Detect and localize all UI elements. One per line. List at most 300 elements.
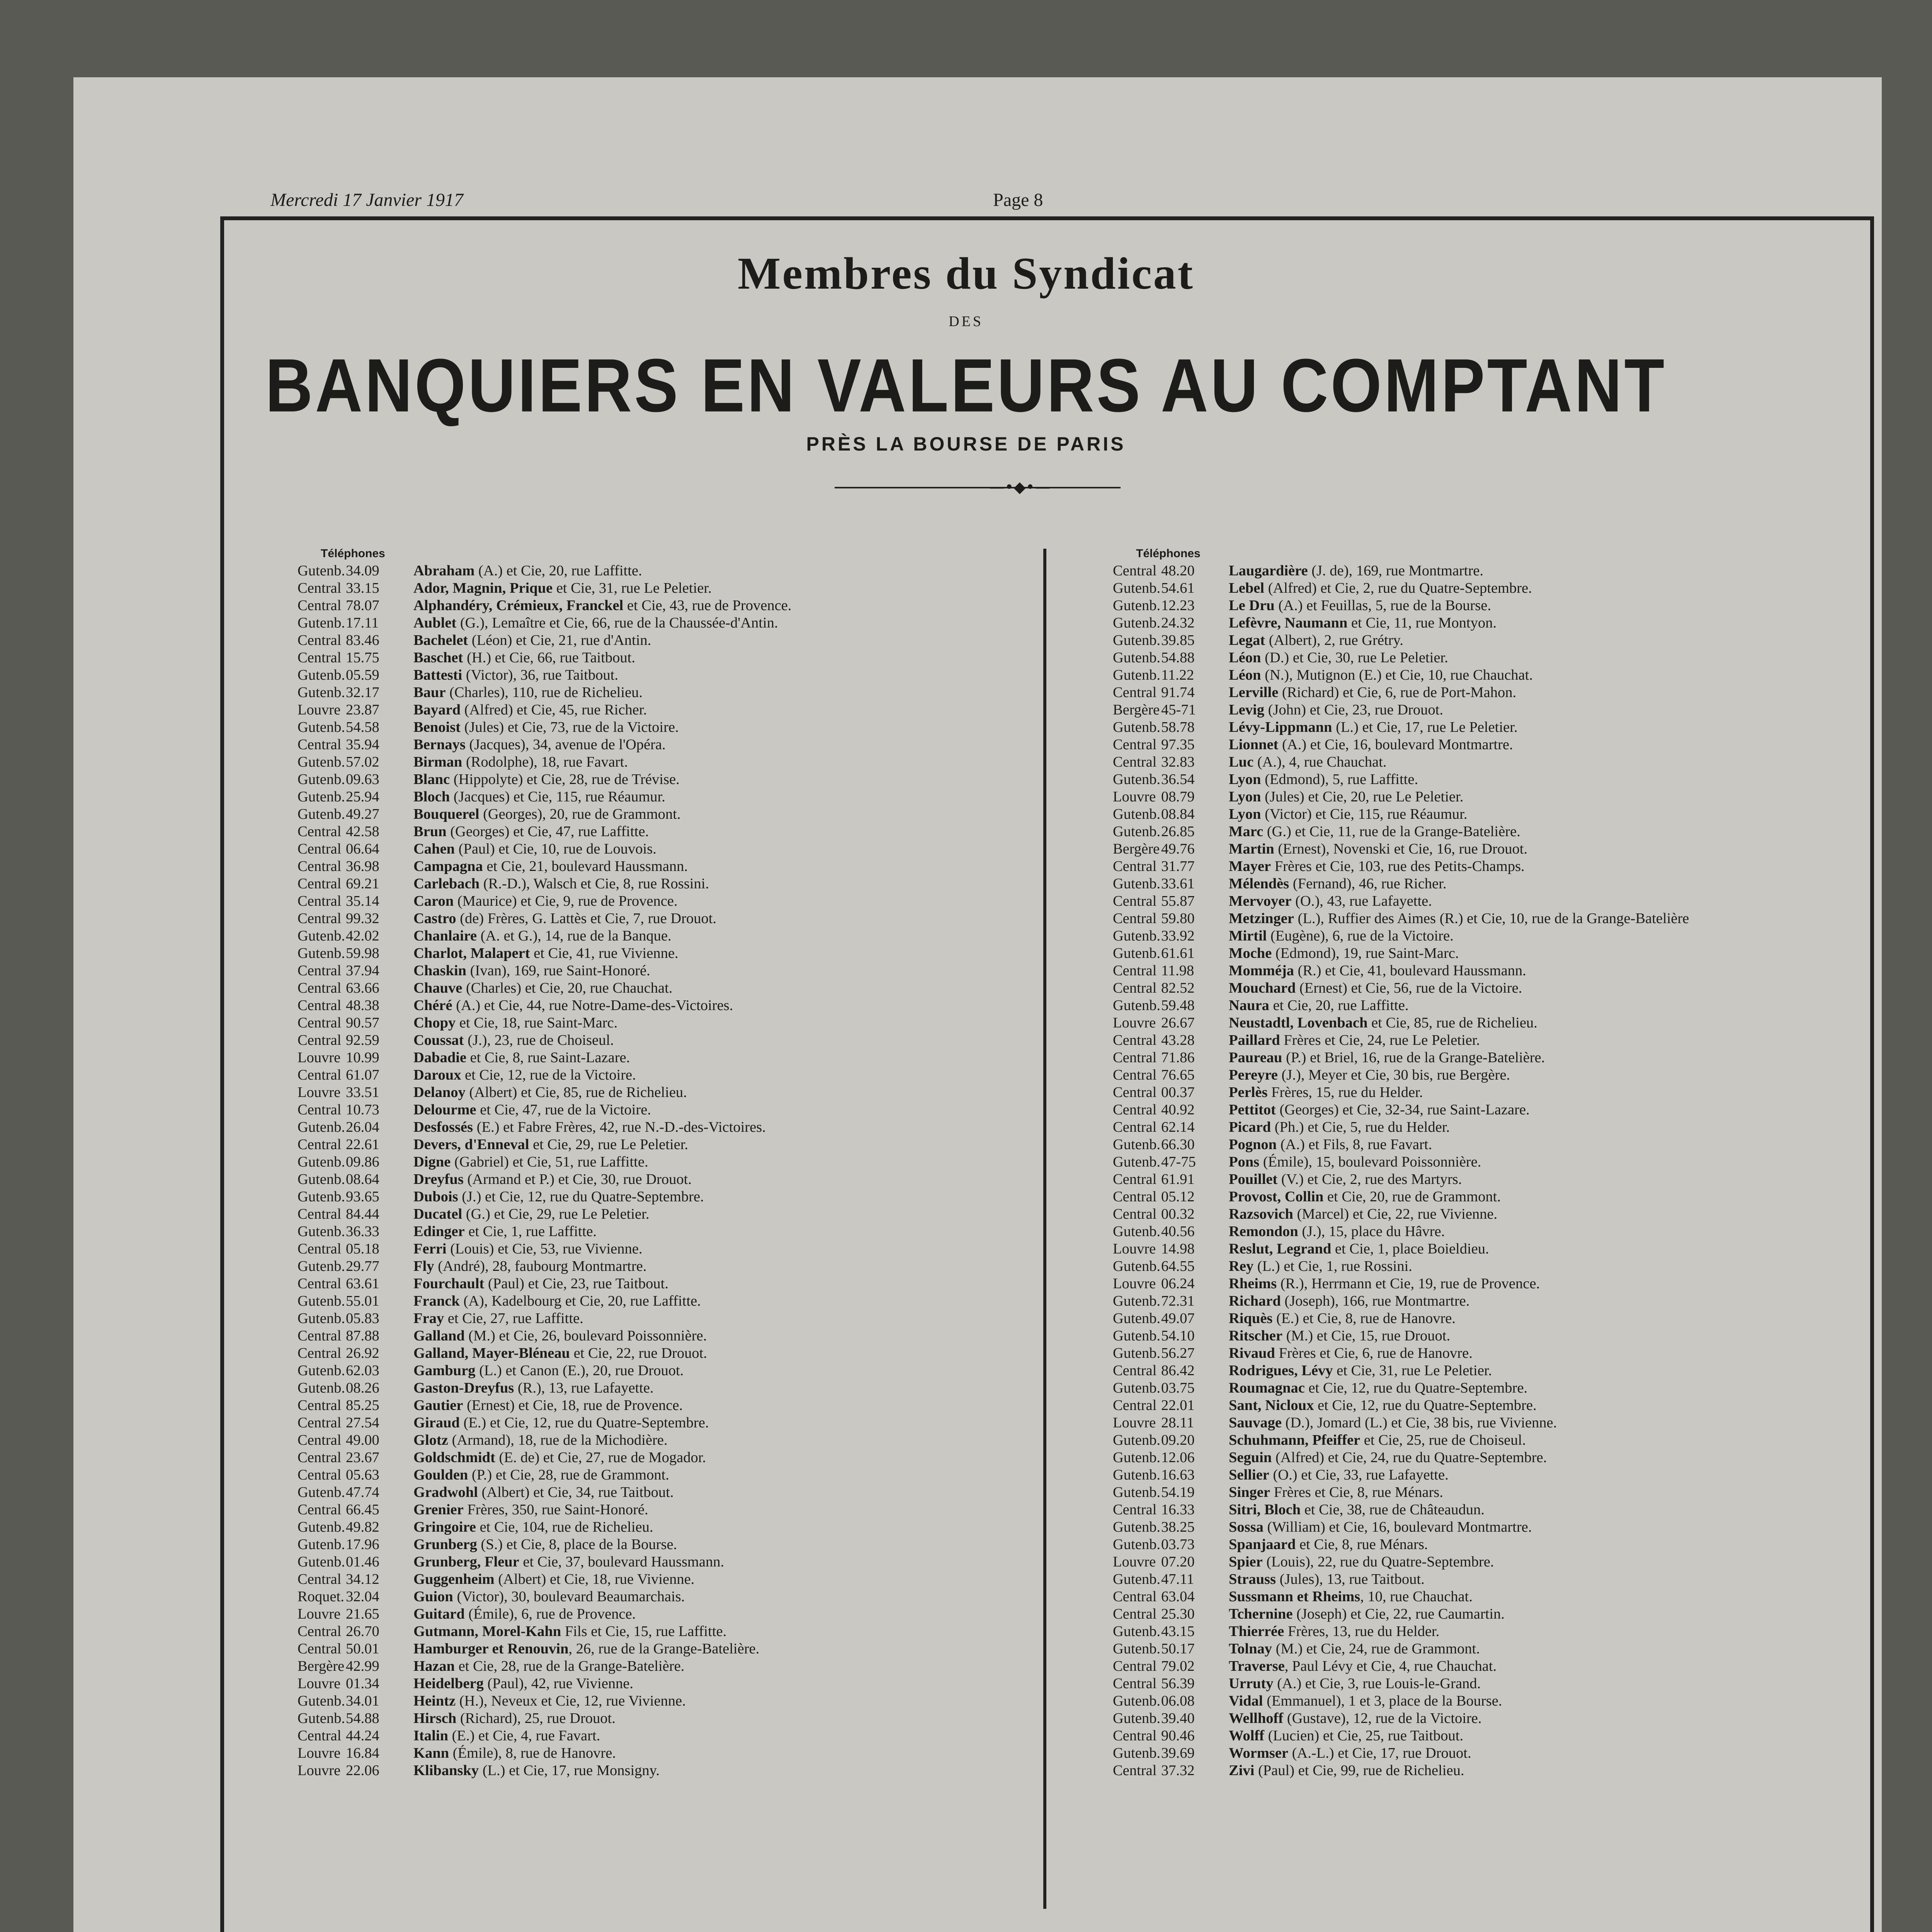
member-address: (André), 28, faubourg Montmartre. — [434, 1258, 647, 1274]
member-exchange: Central — [1113, 736, 1157, 753]
member-address: Frères et Cie, 8, rue Ménars. — [1270, 1484, 1443, 1500]
member-row — [298, 1240, 1012, 1258]
member-exchange: Central — [1113, 910, 1157, 927]
column-header: Téléphones — [321, 547, 385, 560]
member-phone: 62.03 — [346, 1362, 379, 1379]
member-phone: 54.19 — [1161, 1484, 1195, 1500]
member-phone: 47.11 — [1161, 1571, 1194, 1587]
member-row — [298, 1101, 1012, 1119]
member-phone: 40.92 — [1161, 1102, 1195, 1118]
member-name: Tchernine — [1229, 1606, 1293, 1622]
member-exchange: Central — [298, 823, 342, 840]
member-exchange: Gutenb. — [1113, 1136, 1160, 1153]
member-phone: 56.39 — [1161, 1675, 1195, 1692]
member-row — [1113, 771, 1828, 788]
member-phone: 32.83 — [1161, 754, 1195, 770]
member-address: (Émile), 15, boulevard Poissonnière. — [1259, 1154, 1481, 1170]
member-row — [298, 945, 1012, 962]
member-phone: 91.74 — [1161, 684, 1195, 701]
member-address: (E.) et Cie, 12, rue du Quatre-Septembre. — [459, 1415, 709, 1431]
member-exchange: Central — [1113, 684, 1157, 701]
member-name: Giraud — [413, 1415, 460, 1431]
member-name: Fourchault — [413, 1276, 485, 1292]
member-phone: 48.20 — [1161, 563, 1195, 579]
member-exchange: Gutenb. — [298, 667, 345, 683]
member-exchange: Central — [298, 1432, 342, 1448]
member-exchange: Gutenb. — [298, 1536, 345, 1553]
member-row — [298, 1066, 1012, 1084]
member-address: (S.) et Cie, 8, place de la Bourse. — [477, 1536, 677, 1553]
member-address: (Louis), 22, rue du Quatre-Septembre. — [1262, 1554, 1494, 1570]
member-address: (Charles), 110, rue de Richelieu. — [446, 684, 643, 701]
member-row — [1113, 1501, 1828, 1519]
member-exchange: Gutenb. — [1113, 945, 1160, 961]
member-row — [298, 1605, 1012, 1623]
member-exchange: Central — [298, 597, 342, 614]
member-phone: 26.04 — [346, 1119, 379, 1135]
member-name: Desfossés — [413, 1119, 473, 1135]
member-phone: 34.01 — [346, 1693, 379, 1709]
member-name: Grenier — [413, 1502, 464, 1518]
member-row — [1113, 997, 1828, 1014]
member-row — [1113, 1536, 1828, 1553]
member-name: Sauvage — [1229, 1415, 1282, 1431]
member-name: Gautier — [413, 1397, 463, 1413]
member-phone: 54.88 — [1161, 650, 1195, 666]
member-phone: 17.96 — [346, 1536, 379, 1553]
member-exchange: Gutenb. — [1113, 1223, 1160, 1240]
member-exchange: Central — [298, 980, 342, 996]
member-address: (Ernest) et Cie, 56, rue de la Victoire. — [1296, 980, 1522, 996]
member-phone: 22.61 — [346, 1136, 379, 1153]
member-phone: 34.12 — [346, 1571, 379, 1587]
member-address: (R.) et Cie, 41, boulevard Haussmann. — [1294, 963, 1526, 979]
member-phone: 33.92 — [1161, 928, 1195, 944]
member-exchange: Central — [298, 1015, 342, 1031]
member-name: Delanoy — [413, 1084, 466, 1100]
member-row — [1113, 753, 1828, 771]
member-exchange: Gutenb. — [1113, 719, 1160, 735]
member-exchange: Central — [1113, 563, 1157, 579]
member-row — [1113, 614, 1828, 632]
member-address: Fils et Cie, 15, rue Laffitte. — [561, 1623, 727, 1639]
member-exchange: Gutenb. — [1113, 1571, 1160, 1587]
member-phone: 05.12 — [1161, 1189, 1195, 1205]
member-address: et Cie, 43, rue de Provence. — [623, 597, 792, 614]
member-name: Mouchard — [1229, 980, 1296, 996]
member-exchange: Central — [1113, 980, 1157, 996]
member-row — [298, 1014, 1012, 1032]
member-exchange: Louvre — [298, 1084, 341, 1100]
member-phone: 72.31 — [1161, 1293, 1195, 1309]
member-address: (J.), Meyer et Cie, 30 bis, rue Bergère. — [1277, 1067, 1510, 1083]
member-name: Lyon — [1229, 771, 1261, 787]
member-exchange: Gutenb. — [1113, 650, 1160, 666]
member-name: Lebel — [1229, 580, 1264, 596]
member-address: (Jules) et Cie, 20, rue Le Peletier. — [1261, 789, 1464, 805]
member-exchange: Gutenb. — [298, 1171, 345, 1187]
member-phone: 54.10 — [1161, 1328, 1195, 1344]
member-exchange: Central — [1113, 893, 1157, 909]
member-row — [1113, 580, 1828, 597]
member-exchange: Central — [298, 876, 342, 892]
member-row — [298, 980, 1012, 997]
member-name: Baschet — [413, 650, 463, 666]
member-phone: 56.27 — [1161, 1345, 1195, 1361]
title-ornament: —•◆•— — [989, 478, 1050, 496]
member-address: (A.) et Feuillas, 5, rue de la Bourse. — [1274, 597, 1491, 614]
member-address: (J.), 23, rue de Choiseul. — [464, 1032, 614, 1048]
member-address: (Victor) et Cie, 115, rue Réaumur. — [1261, 806, 1468, 822]
member-name: Guion — [413, 1588, 453, 1605]
member-row — [1113, 1727, 1828, 1745]
member-row — [1113, 1605, 1828, 1623]
member-name: Rheims — [1229, 1276, 1277, 1292]
member-exchange: Gutenb. — [1113, 1154, 1160, 1170]
member-phone: 87.88 — [346, 1328, 379, 1344]
member-row — [1113, 1084, 1828, 1101]
member-address: (A.) et Cie, 3, rue Louis-le-Grand. — [1273, 1675, 1481, 1692]
member-name: Provost, Collin — [1229, 1189, 1324, 1205]
member-address: (Albert), 2, rue Grétry. — [1265, 632, 1403, 648]
member-name: Ducatel — [413, 1206, 463, 1222]
member-row — [1113, 875, 1828, 893]
member-name: Legat — [1229, 632, 1265, 648]
member-address: (Émile), 8, rue de Hanovre. — [449, 1745, 616, 1761]
member-address: et Cie, 25, rue de Choiseul. — [1360, 1432, 1526, 1448]
member-phone: 61.07 — [346, 1067, 379, 1083]
title-rule — [835, 487, 1121, 488]
member-name: Guggenheim — [413, 1571, 495, 1587]
member-address: (Albert) et Cie, 34, rue Taitbout. — [478, 1484, 674, 1500]
member-address: (Gustave), 12, rue de la Victoire. — [1283, 1710, 1482, 1726]
member-exchange: Gutenb. — [298, 1484, 345, 1500]
member-address: (A.-L.) et Cie, 17, rue Drouot. — [1288, 1745, 1471, 1761]
member-exchange: Central — [1113, 1067, 1157, 1083]
member-exchange: Central — [1113, 1189, 1157, 1205]
member-phone: 63.61 — [346, 1276, 379, 1292]
member-name: Chaskin — [413, 963, 466, 979]
member-address: (Paul) et Cie, 99, rue de Richelieu. — [1254, 1762, 1464, 1779]
member-row — [298, 1188, 1012, 1206]
member-name: Wellhoff — [1229, 1710, 1284, 1726]
member-address: (L.) et Cie, 17, rue Le Peletier. — [1332, 719, 1518, 735]
member-row — [298, 1275, 1012, 1293]
member-name: Traverse — [1229, 1658, 1285, 1674]
member-address: et Cie, 31, rue Le Peletier. — [1333, 1362, 1492, 1379]
member-row — [1113, 910, 1828, 927]
member-phone: 50.17 — [1161, 1641, 1195, 1657]
member-name: Gutmann, Morel-Kahn — [413, 1623, 561, 1639]
member-phone: 33.61 — [1161, 876, 1195, 892]
member-address: (R.-D.), Walsch et Cie, 8, rue Rossini. — [480, 876, 709, 892]
member-address: (N.), Mutignon (E.) et Cie, 10, rue Chauchat. — [1261, 667, 1533, 683]
page-header — [201, 185, 1824, 216]
member-address: (Jacques), 34, avenue de l'Opéra. — [465, 736, 666, 753]
member-phone: 26.67 — [1161, 1015, 1195, 1031]
member-exchange: Central — [1113, 1084, 1157, 1100]
member-row — [298, 1327, 1012, 1345]
member-phone: 00.37 — [1161, 1084, 1195, 1100]
member-address: (John) et Cie, 23, rue Drouot. — [1264, 702, 1443, 718]
member-exchange: Gutenb. — [1113, 615, 1160, 631]
member-phone: 43.15 — [1161, 1623, 1195, 1639]
member-address: (M.) et Cie, 26, boulevard Poissonnière. — [464, 1328, 707, 1344]
member-row — [298, 1084, 1012, 1101]
member-exchange: Gutenb. — [1113, 632, 1160, 648]
member-address: (A. et G.), 14, rue de la Banque. — [477, 928, 672, 944]
member-address: et Cie, 29, rue Le Peletier. — [529, 1136, 689, 1153]
member-row — [1113, 1692, 1828, 1710]
member-name: Grunberg — [413, 1536, 477, 1553]
member-phone: 06.24 — [1161, 1276, 1195, 1292]
member-name: Bayard — [413, 702, 461, 718]
member-exchange: Central — [298, 858, 342, 874]
member-row — [1113, 1066, 1828, 1084]
member-name: Castro — [413, 910, 456, 927]
member-row — [298, 1258, 1012, 1275]
member-exchange: Gutenb. — [1113, 876, 1160, 892]
member-name: Glotz — [413, 1432, 448, 1448]
member-phone: 15.75 — [346, 650, 379, 666]
member-row — [1113, 1293, 1828, 1310]
member-exchange: Gutenb. — [298, 1380, 345, 1396]
member-row — [298, 962, 1012, 980]
member-phone: 86.42 — [1161, 1362, 1195, 1379]
member-exchange: Central — [1113, 1119, 1157, 1135]
member-name: Lefèvre, Naumann — [1229, 615, 1348, 631]
member-row — [298, 1623, 1012, 1640]
member-phone: 21.65 — [346, 1606, 379, 1622]
member-address: et Cie, 38, rue de Châteaudun. — [1301, 1502, 1485, 1518]
member-phone: 39.40 — [1161, 1710, 1195, 1726]
member-address: (Joseph) et Cie, 22, rue Caumartin. — [1293, 1606, 1505, 1622]
member-phone: 11.22 — [1161, 667, 1194, 683]
member-name: Bouquerel — [413, 806, 480, 822]
member-name: Sellier — [1229, 1467, 1269, 1483]
member-name: Bloch — [413, 789, 450, 805]
member-exchange: Gutenb. — [298, 719, 345, 735]
member-exchange: Central — [1113, 1032, 1157, 1048]
member-address: et Cie, 12, rue du Quatre-Septembre. — [1304, 1380, 1528, 1396]
member-phone: 36.54 — [1161, 771, 1195, 787]
member-phone: 33.15 — [346, 580, 379, 596]
member-address: (Ph.) et Cie, 5, rue du Helder. — [1271, 1119, 1450, 1135]
member-address: et Cie, 47, rue de la Victoire. — [476, 1102, 651, 1118]
member-exchange: Gutenb. — [298, 563, 345, 579]
member-address: (Lucien) et Cie, 25, rue Taitbout. — [1264, 1728, 1464, 1744]
member-phone: 12.23 — [1161, 597, 1195, 614]
member-name: Razsovich — [1229, 1206, 1293, 1222]
member-row — [1113, 1432, 1828, 1449]
member-row — [1113, 632, 1828, 649]
member-address: , 10, rue Chauchat. — [1360, 1588, 1473, 1605]
member-phone: 29.77 — [346, 1258, 379, 1274]
member-address: (A), Kadelbourg et Cie, 20, rue Laffitte. — [459, 1293, 701, 1309]
member-name: Dreyfus — [413, 1171, 464, 1187]
member-exchange: Central — [298, 1241, 342, 1257]
member-address: (M.) et Cie, 24, rue de Grammont. — [1272, 1641, 1480, 1657]
member-exchange: Gutenb. — [298, 754, 345, 770]
member-name: Blanc — [413, 771, 450, 787]
member-phone: 05.59 — [346, 667, 379, 683]
member-address: , 26, rue de la Grange-Batelière. — [568, 1641, 760, 1657]
member-name: Sant, Nicloux — [1229, 1397, 1314, 1413]
member-address: (Richard), 25, rue Drouot. — [456, 1710, 616, 1726]
member-name: Italin — [413, 1728, 448, 1744]
member-phone: 63.04 — [1161, 1588, 1195, 1605]
member-phone: 97.35 — [1161, 736, 1195, 753]
member-exchange: Central — [298, 580, 342, 596]
member-row — [1113, 1414, 1828, 1432]
member-phone: 34.09 — [346, 563, 379, 579]
member-row — [1113, 684, 1828, 701]
member-name: Léon — [1229, 667, 1261, 683]
member-address: (L.) et Cie, 17, rue Monsigny. — [479, 1762, 660, 1779]
member-phone: 22.06 — [346, 1762, 379, 1779]
member-address: (A.) et Cie, 20, rue Laffitte. — [474, 563, 642, 579]
page-number: Page 8 — [993, 190, 1043, 210]
member-address: (D.) et Cie, 30, rue Le Peletier. — [1261, 650, 1448, 666]
member-row — [298, 1519, 1012, 1536]
member-address: (Fernand), 46, rue Richer. — [1289, 876, 1447, 892]
member-address: (M.) et Cie, 15, rue Drouot. — [1282, 1328, 1451, 1344]
member-name: Kann — [413, 1745, 449, 1761]
member-name: Franck — [413, 1293, 460, 1309]
member-row — [298, 1049, 1012, 1066]
member-row — [1113, 1397, 1828, 1414]
member-name: Campagna — [413, 858, 483, 874]
member-name: Momméja — [1229, 963, 1294, 979]
member-row — [298, 701, 1012, 719]
member-row — [1113, 1206, 1828, 1223]
member-exchange: Louvre — [1113, 1415, 1156, 1431]
member-phone: 44.24 — [346, 1728, 379, 1744]
member-row — [1113, 858, 1828, 875]
member-phone: 16.84 — [346, 1745, 379, 1761]
member-exchange: Central — [298, 1102, 342, 1118]
member-row — [298, 667, 1012, 684]
member-address: (A.), 4, rue Chauchat. — [1253, 754, 1387, 770]
member-phone: 45-71 — [1161, 702, 1196, 718]
member-row — [298, 632, 1012, 649]
member-address: Frères et Cie, 24, rue Le Peletier. — [1280, 1032, 1480, 1048]
member-address: (E.) et Cie, 8, rue de Hanovre. — [1272, 1310, 1456, 1327]
member-address: et Cie, 104, rue de Richelieu. — [476, 1519, 653, 1535]
member-name: Galland, Mayer-Bléneau — [413, 1345, 570, 1361]
member-exchange: Bergère — [1113, 841, 1160, 857]
member-row — [298, 1588, 1012, 1605]
member-name: Urruty — [1229, 1675, 1274, 1692]
member-address: (Maurice) et Cie, 9, rue de Provence. — [454, 893, 678, 909]
member-exchange: Gutenb. — [298, 1223, 345, 1240]
member-address: et Cie, 20, rue Laffitte. — [1269, 997, 1409, 1014]
member-phone: 50.01 — [346, 1641, 379, 1657]
member-exchange: Louvre — [1113, 1554, 1156, 1570]
member-phone: 03.75 — [1161, 1380, 1195, 1396]
member-address: (G.) et Cie, 11, rue de la Grange-Batelière. — [1263, 823, 1520, 840]
member-row — [298, 1153, 1012, 1171]
member-row — [1113, 1310, 1828, 1327]
member-row — [1113, 1762, 1828, 1779]
member-row — [298, 1710, 1012, 1727]
member-exchange: Roquet. — [298, 1588, 344, 1605]
member-name: Heidelberg — [413, 1675, 484, 1692]
member-phone: 66.45 — [346, 1502, 379, 1518]
member-name: Delourme — [413, 1102, 476, 1118]
member-address: (J. de), 169, rue Montmartre. — [1308, 563, 1483, 579]
member-phone: 57.02 — [346, 754, 379, 770]
member-row — [1113, 823, 1828, 840]
member-exchange: Louvre — [1113, 1241, 1156, 1257]
member-exchange: Gutenb. — [1113, 1693, 1160, 1709]
member-exchange: Central — [1113, 1102, 1157, 1118]
member-phone: 01.34 — [346, 1675, 379, 1692]
member-address: et Cie, 18, rue Saint-Marc. — [456, 1015, 618, 1031]
member-exchange: Gutenb. — [298, 1154, 345, 1170]
member-phone: 64.55 — [1161, 1258, 1195, 1274]
member-address: (J.), 15, place du Hâvre. — [1298, 1223, 1445, 1240]
member-exchange: Central — [1113, 963, 1157, 979]
member-row — [1113, 1049, 1828, 1066]
member-address: et Cie, 27, rue Laffitte. — [444, 1310, 583, 1327]
member-row — [298, 788, 1012, 806]
member-phone: 71.86 — [1161, 1049, 1195, 1066]
member-name: Gringoire — [413, 1519, 476, 1535]
member-name: Gamburg — [413, 1362, 476, 1379]
member-exchange: Gutenb. — [1113, 1484, 1160, 1500]
member-address: (G.) et Cie, 29, rue Le Peletier. — [462, 1206, 650, 1222]
member-row — [298, 614, 1012, 632]
member-row — [298, 1640, 1012, 1658]
member-phone: 07.20 — [1161, 1554, 1195, 1570]
member-exchange: Central — [298, 1032, 342, 1048]
member-address: (Georges) et Cie, 47, rue Laffitte. — [446, 823, 649, 840]
member-row — [298, 649, 1012, 667]
member-name: Metzinger — [1229, 910, 1294, 927]
member-phone: 85.25 — [346, 1397, 379, 1413]
member-exchange: Gutenb. — [298, 945, 345, 961]
member-name: Ritscher — [1229, 1328, 1282, 1344]
member-name: Pettitot — [1229, 1102, 1276, 1118]
member-row — [1113, 1571, 1828, 1588]
member-row — [298, 1206, 1012, 1223]
member-address: (P.) et Briel, 16, rue de la Grange-Batelière. — [1282, 1049, 1545, 1066]
member-address: et Cie, 11, rue Montyon. — [1347, 615, 1497, 631]
member-exchange: Central — [1113, 1397, 1157, 1413]
member-exchange: Gutenb. — [298, 806, 345, 822]
member-name: Lévy-Lippmann — [1229, 719, 1332, 735]
member-phone: 32.17 — [346, 684, 379, 701]
member-exchange: Gutenb. — [1113, 1745, 1160, 1761]
member-exchange: Central — [1113, 1606, 1157, 1622]
member-exchange: Gutenb. — [298, 1189, 345, 1205]
member-name: Lyon — [1229, 806, 1261, 822]
member-name: Hazan — [413, 1658, 455, 1674]
member-name: Neustadtl, Lovenbach — [1229, 1015, 1368, 1031]
member-exchange: Gutenb. — [1113, 1293, 1160, 1309]
member-exchange: Central — [1113, 1762, 1157, 1779]
member-phone: 84.44 — [346, 1206, 379, 1222]
member-row — [298, 1484, 1012, 1501]
member-name: Digne — [413, 1154, 451, 1170]
member-name: Gaston-Dreyfus — [413, 1380, 514, 1396]
member-name: Martin — [1229, 841, 1274, 857]
member-phone: 00.32 — [1161, 1206, 1195, 1222]
member-phone: 66.30 — [1161, 1136, 1195, 1153]
member-exchange: Central — [298, 1397, 342, 1413]
member-phone: 47-75 — [1161, 1154, 1196, 1170]
